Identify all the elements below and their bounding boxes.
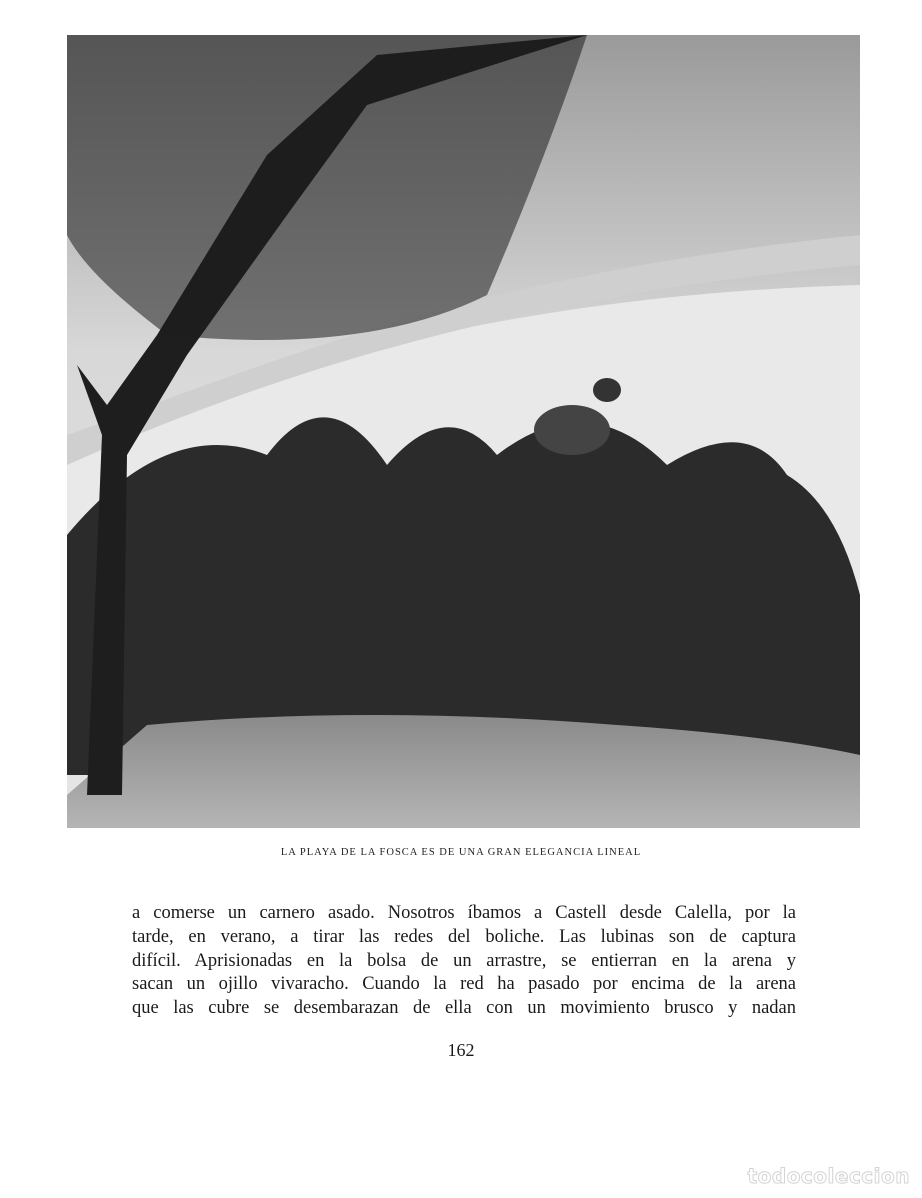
text-line: difícil. Aprisionadas en la bolsa de un arrastre, se entierran en la arena y <box>132 950 796 971</box>
text-line: tarde, en verano, a tirar las redes del boliche. Las lubinas son de captura <box>132 926 796 947</box>
photo-caption: LA PLAYA DE LA FOSCA ES DE UNA GRAN ELEGANCIA LINEAL <box>280 847 642 858</box>
text-line: que las cubre se desembarazan de ella con un movimiento brusco y nadan <box>132 998 796 1019</box>
watermark: todocoleccion <box>747 1164 910 1188</box>
text-line: a comerse un carnero asado. Nosotros íbamos a Castell desde Calella, por la <box>132 903 796 923</box>
beach-photo <box>67 35 860 828</box>
body-text <box>132 902 796 1021</box>
page-number: 162 <box>447 1040 475 1060</box>
text-line: sacan un ojillo vivaracho. Cuando la red ha pasado por encima de la arena <box>132 974 796 995</box>
